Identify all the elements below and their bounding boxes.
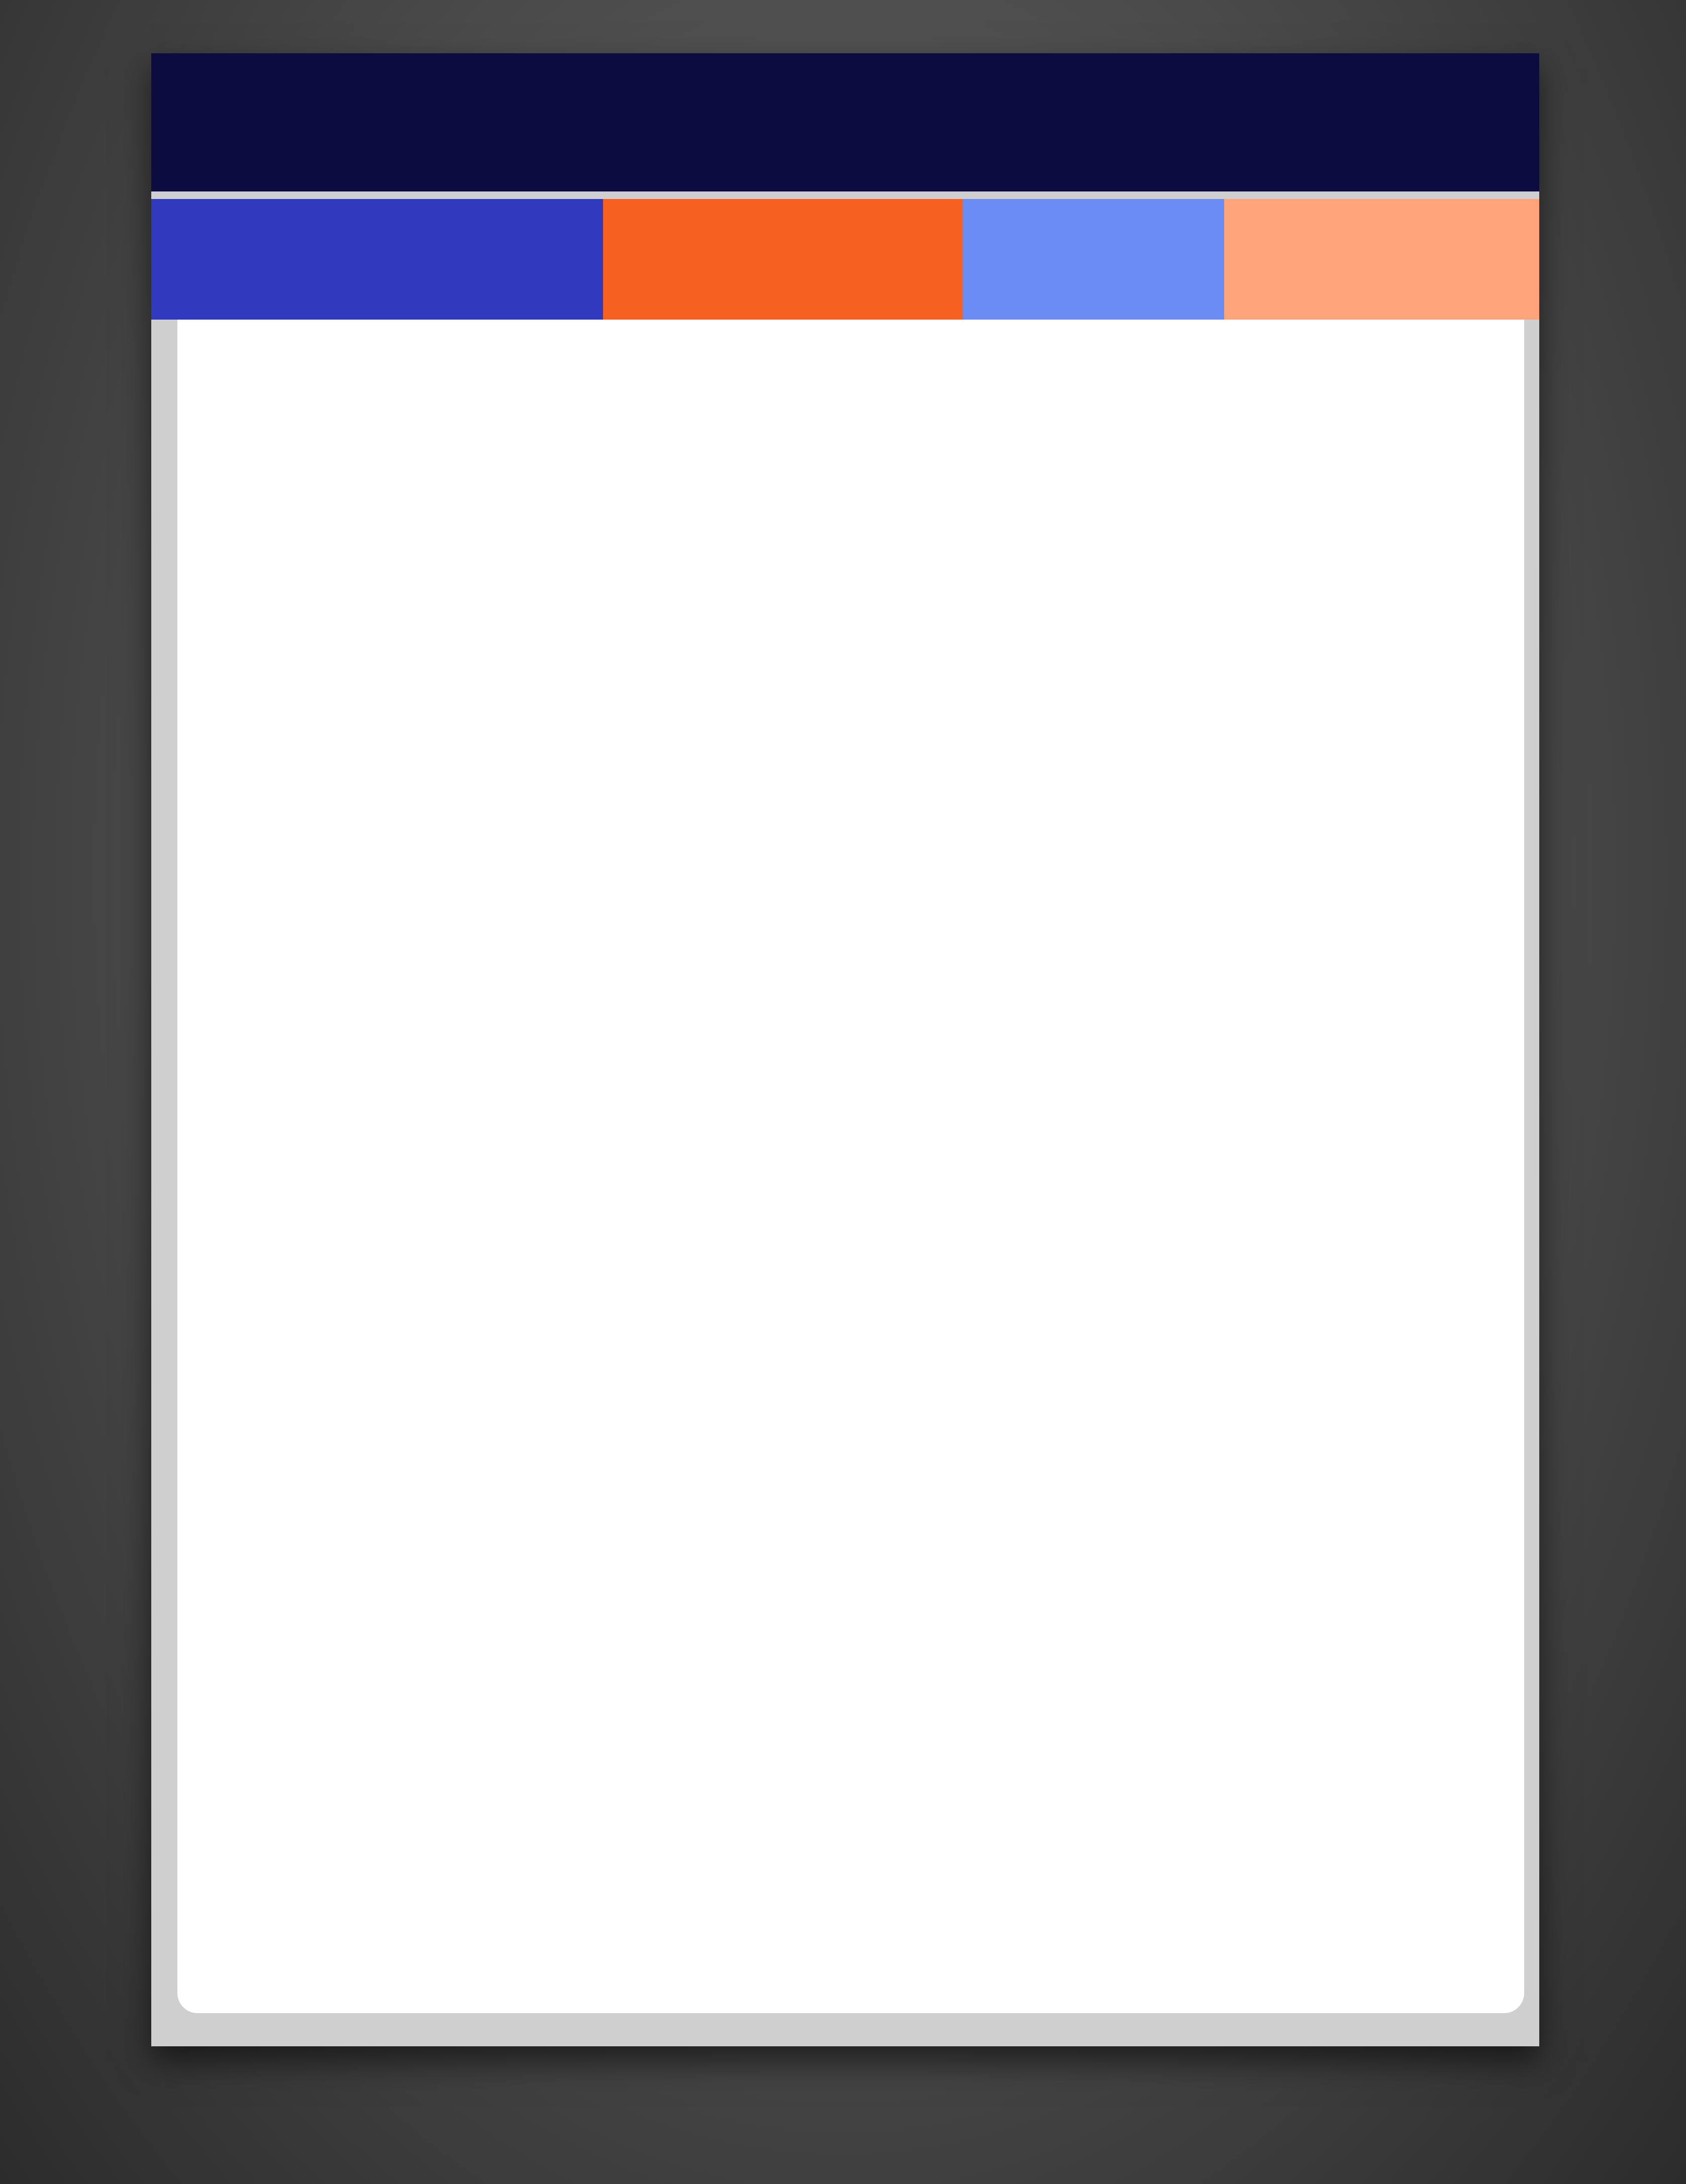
page-title: [151, 53, 1539, 191]
header-flu: [963, 199, 1224, 320]
header-coronavirus: [603, 199, 963, 320]
poster-reflection: [151, 2050, 1539, 2184]
header-cold: [1224, 199, 1539, 320]
symptom-table: [177, 320, 1524, 2013]
poster: [151, 53, 1539, 2046]
table-header: [151, 199, 1539, 320]
header-symptom: [151, 199, 603, 320]
